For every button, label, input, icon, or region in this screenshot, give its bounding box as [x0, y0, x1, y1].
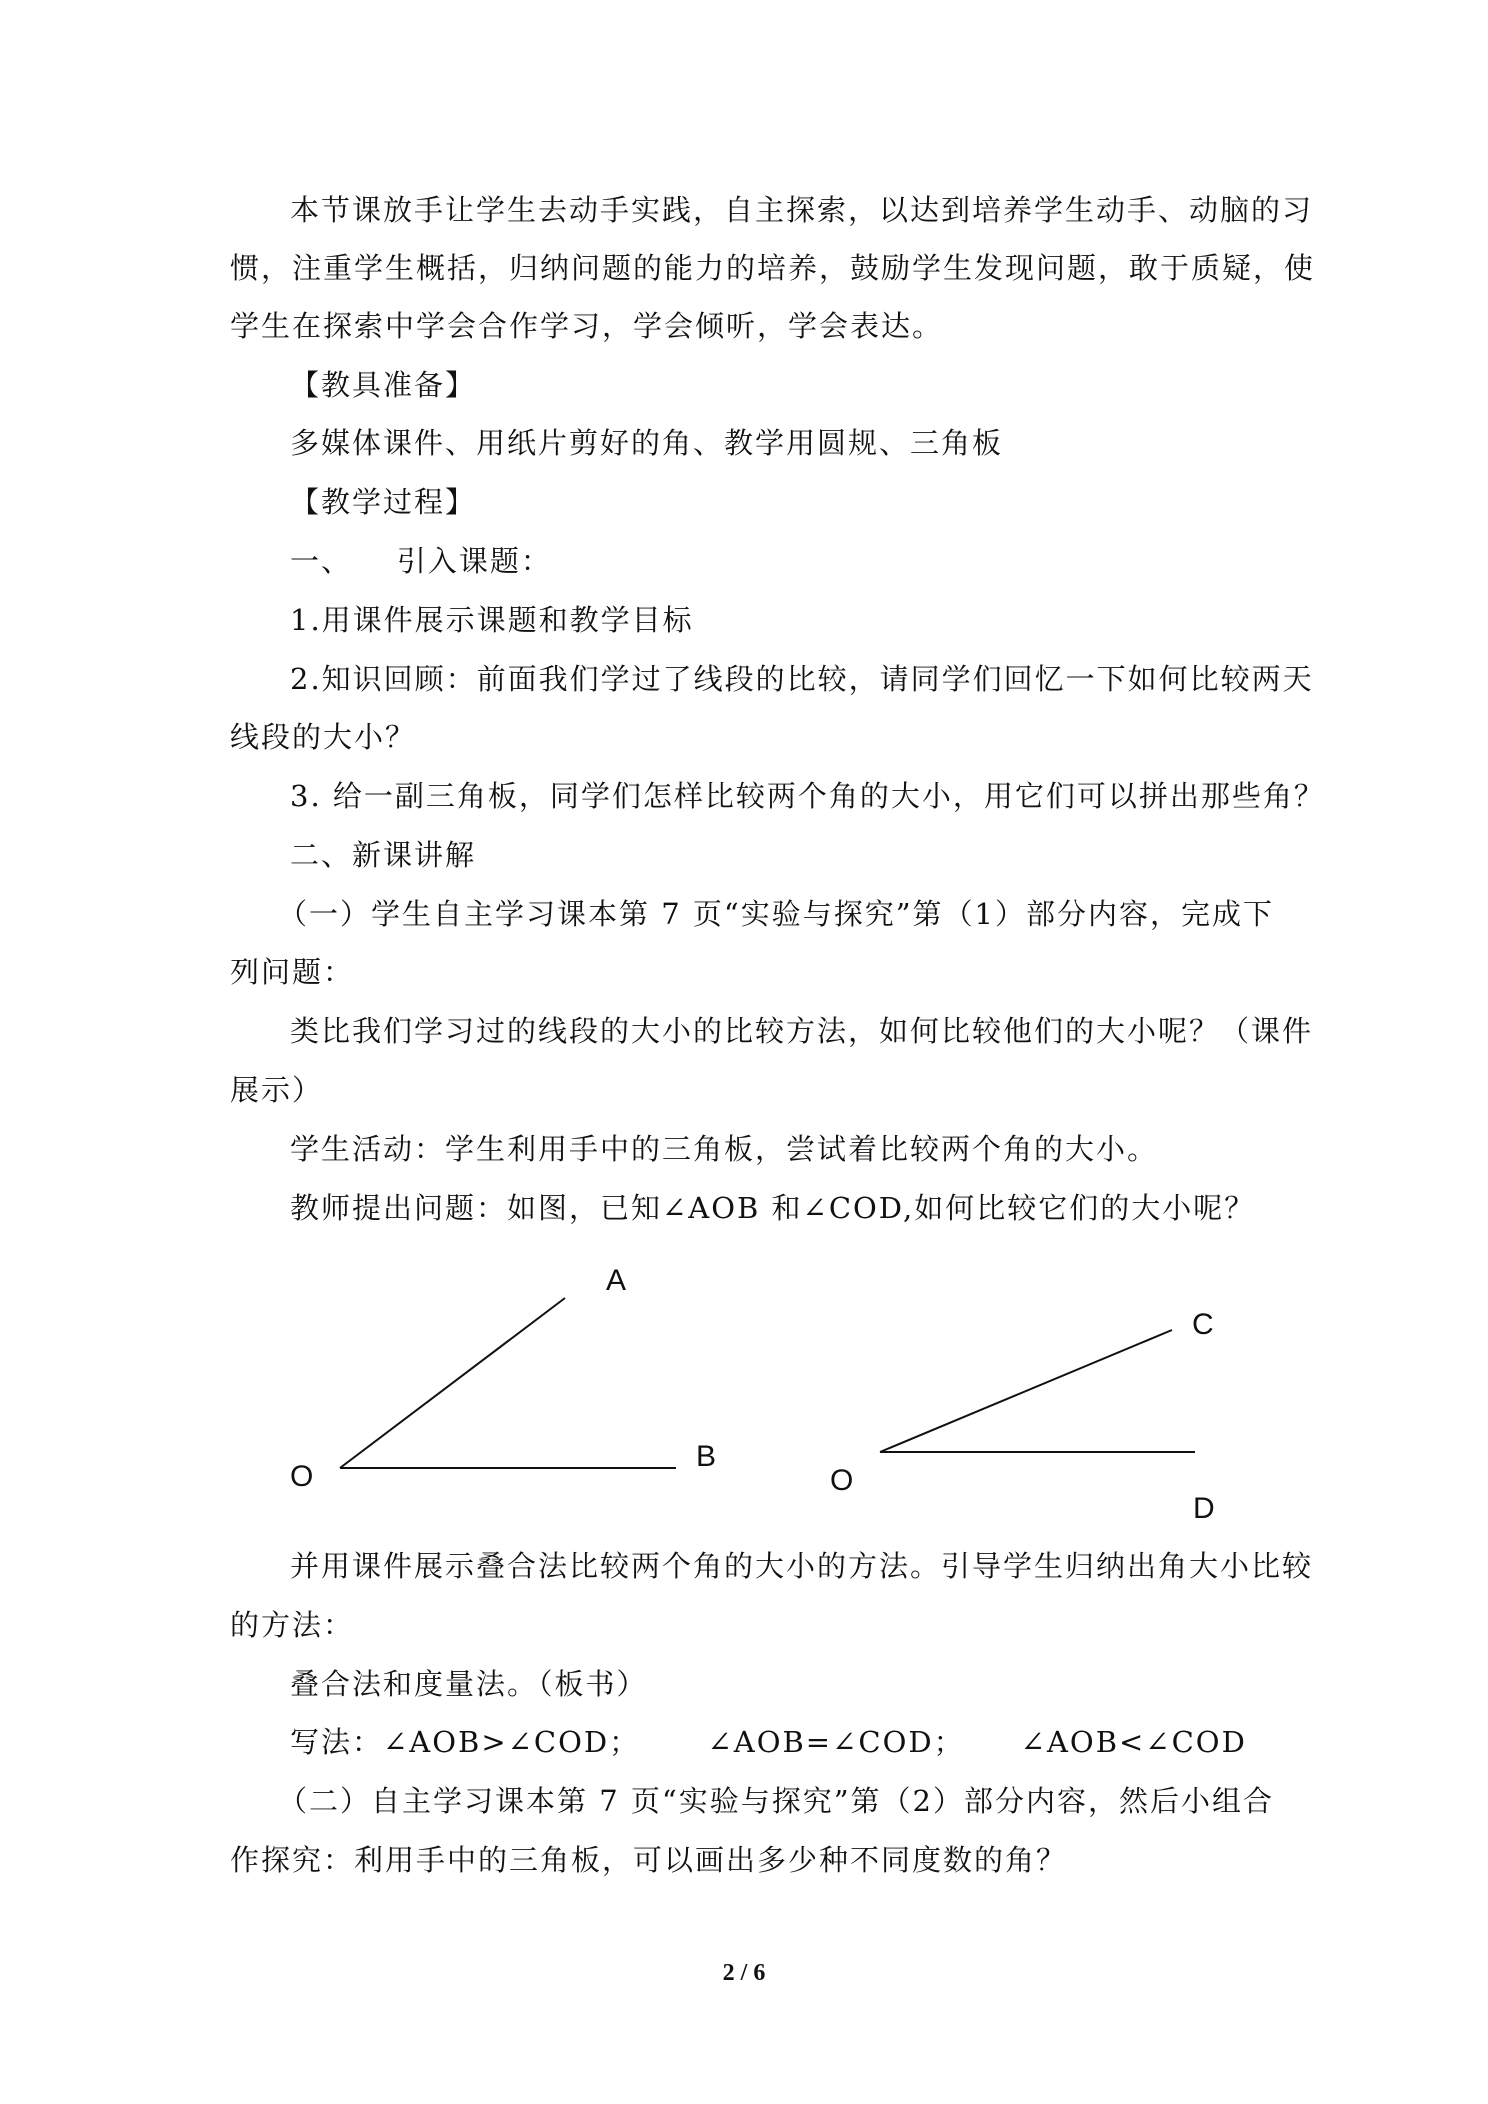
text-line: 1.用课件展示课题和教学目标	[290, 603, 694, 637]
text-line: 写法：∠AOB>∠COD； ∠AOB=∠COD； ∠AOB<∠COD	[290, 1725, 1247, 1759]
text-line: 线段的大小？	[230, 720, 417, 754]
page-number: 2 / 6	[722, 1960, 766, 1986]
text-line: 3. 给一副三角板，同学们怎样比较两个角的大小，用它们可以拼出那些角？	[290, 779, 1325, 813]
text-line: 多媒体课件、用纸片剪好的角、教学用圆规、三角板	[290, 426, 1004, 460]
angle-diagram	[0, 1250, 1488, 1550]
text-line: 本节课放手让学生去动手实践，自主探索，以达到培养学生动手、动脑的习	[290, 193, 1314, 227]
section-heading: 二、新课讲解	[290, 838, 477, 872]
text-line: （二）自主学习课本第 7 页“实验与探究”第（2）部分内容，然后小组合	[278, 1784, 1274, 1818]
ray-oa	[340, 1298, 565, 1468]
text-line: 的方法：	[230, 1608, 355, 1642]
text-line: （一）学生自主学习课本第 7 页“实验与探究”第（1）部分内容，完成下	[278, 897, 1274, 931]
label-d: D	[1193, 1492, 1215, 1525]
section-heading: 【教学过程】	[290, 485, 477, 519]
label-o2: O	[830, 1464, 854, 1497]
text-line: 展示）	[230, 1073, 324, 1107]
ray-oc	[880, 1330, 1172, 1452]
text-line: 列问题：	[230, 955, 355, 989]
label-a: A	[606, 1264, 627, 1297]
angle-aob	[290, 1264, 716, 1493]
text-line: 并用课件展示叠合法比较两个角的大小的方法。引导学生归纳出角大小比较	[290, 1549, 1314, 1583]
text-line: 学生在探索中学会合作学习，学会倾听，学会表达。	[230, 309, 944, 343]
text-line: 作探究：利用手中的三角板，可以画出多少种不同度数的角？	[230, 1843, 1068, 1877]
text-line: 学生活动：学生利用手中的三角板，尝试着比较两个角的大小。	[290, 1132, 1159, 1166]
text-line: 一、 引入课题：	[290, 544, 552, 578]
text-line: 叠合法和度量法。（板书）	[290, 1667, 648, 1701]
text-line: 类比我们学习过的线段的大小的比较方法，如何比较他们的大小呢？（课件	[290, 1014, 1314, 1048]
text-line: 教师提出问题：如图，已知∠AOB 和∠COD,如何比较它们的大小呢？	[290, 1191, 1256, 1225]
text-line: 惯，注重学生概括，归纳问题的能力的培养，鼓励学生发现问题，敢于质疑，使	[230, 251, 1316, 285]
section-heading: 【教具准备】	[290, 368, 477, 402]
text-line: 2.知识回顾：前面我们学过了线段的比较，请同学们回忆一下如何比较两天	[290, 662, 1314, 696]
label-b: B	[696, 1440, 717, 1473]
angle-cod	[830, 1308, 1215, 1525]
label-c: C	[1192, 1308, 1214, 1341]
label-o: O	[290, 1460, 314, 1493]
